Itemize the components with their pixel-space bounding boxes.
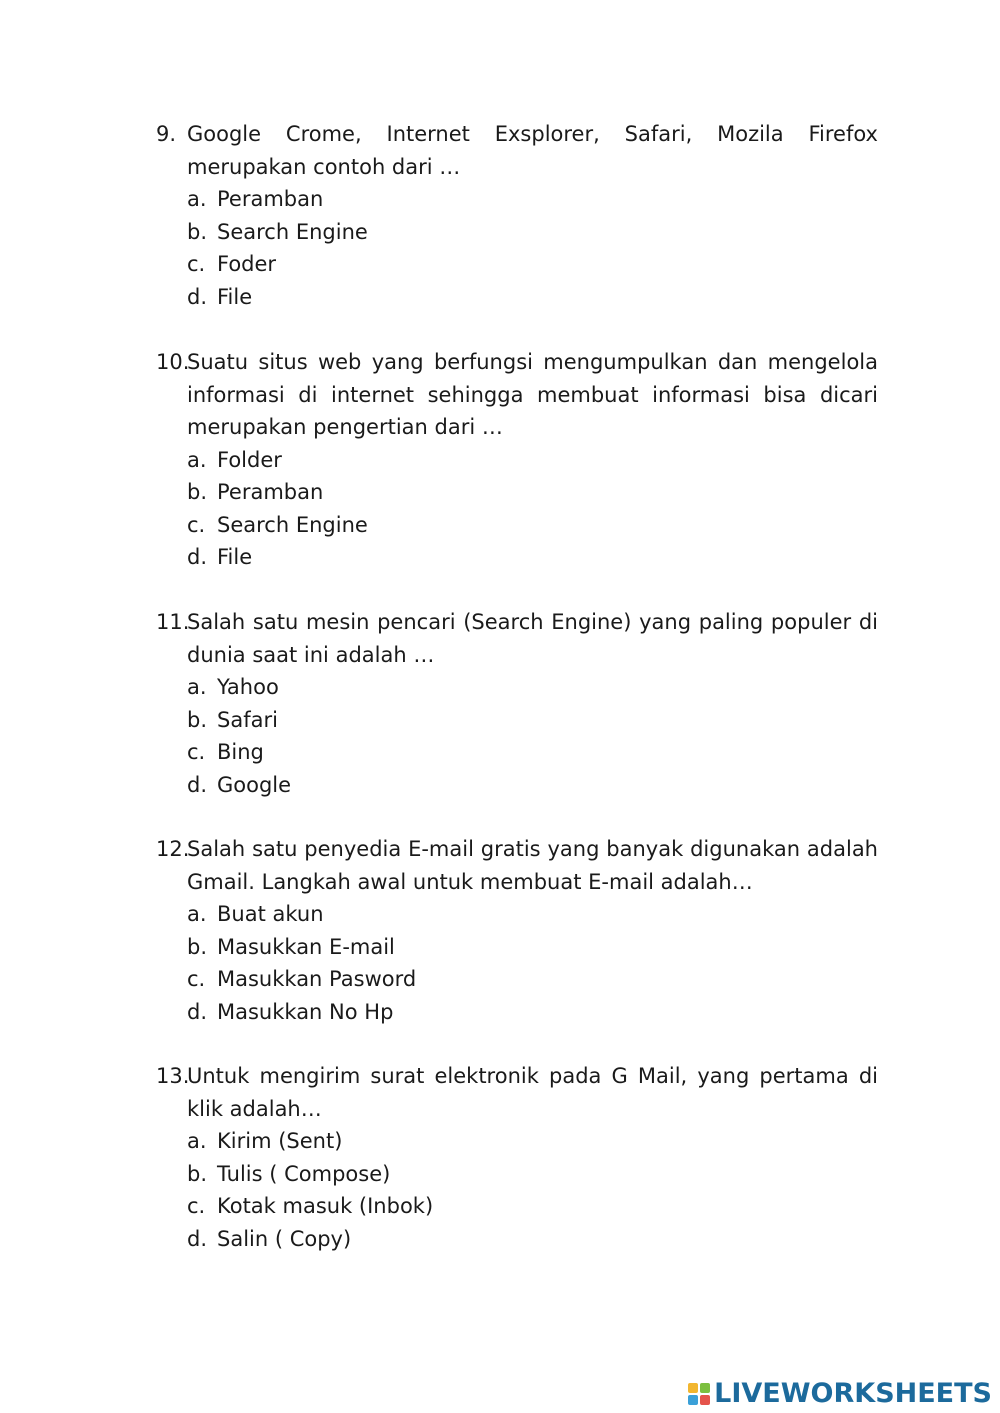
option-text: Peramban: [217, 480, 324, 504]
option-c[interactable]: [187, 736, 878, 769]
option-text: File: [217, 284, 253, 309]
option-text: File: [217, 545, 253, 569]
logo-cell: [700, 1395, 710, 1405]
option-letter: a.: [187, 447, 207, 472]
option-letter: d.: [187, 772, 208, 797]
option-b[interactable]: [187, 216, 878, 249]
option-letter: a.: [187, 1129, 207, 1153]
option-letter: b.: [187, 1161, 208, 1186]
option-letter: b.: [187, 219, 208, 244]
option-text: Safari: [217, 707, 278, 732]
option-c[interactable]: [187, 509, 878, 542]
option-text: Search Engine: [217, 219, 368, 244]
option-letter: b.: [187, 707, 208, 732]
option-letter: c.: [187, 967, 206, 991]
question-number: 9.: [156, 122, 177, 146]
option-text: Peramban: [217, 187, 324, 211]
option-text: Tulis ( Compose): [217, 1161, 391, 1186]
option-letter: d.: [187, 1226, 208, 1251]
question-9: [156, 118, 878, 313]
option-d[interactable]: [187, 1223, 878, 1256]
option-text: Foder: [217, 252, 277, 276]
question-text: Google Crome, Internet Exsplorer, Safari, Mozila Firefox merupakan contoh dari …: [187, 122, 878, 179]
option-c[interactable]: [187, 1190, 878, 1223]
option-letter: c.: [187, 740, 206, 764]
option-letter: d.: [187, 284, 208, 309]
option-letter: d.: [187, 545, 208, 569]
option-c[interactable]: [187, 963, 878, 996]
option-letter: c.: [187, 1194, 206, 1218]
question-10: [156, 346, 878, 574]
logo-icon: [688, 1383, 710, 1405]
option-text: Google: [217, 772, 292, 797]
option-d[interactable]: [187, 281, 878, 314]
question-number: 10.: [156, 350, 190, 374]
question-12: [156, 833, 878, 1028]
option-text: Folder: [217, 447, 282, 472]
option-text: Search Engine: [217, 512, 368, 537]
option-a[interactable]: [187, 1125, 878, 1158]
option-letter: c.: [187, 252, 206, 276]
question-number: 11.: [156, 610, 190, 634]
question-text: Untuk mengirim surat elektronik pada G Mail, yang pertama di klik adalah…: [187, 1064, 878, 1121]
option-text: Masukkan Pasword: [217, 967, 417, 991]
option-c[interactable]: [187, 248, 878, 281]
option-text: Yahoo: [217, 675, 279, 699]
option-b[interactable]: [187, 1158, 878, 1191]
brand-name: LIVEWORKSHEETS: [714, 1378, 992, 1409]
logo-cell: [688, 1383, 698, 1393]
option-letter: a.: [187, 187, 207, 211]
option-d[interactable]: [187, 541, 878, 574]
logo-cell: [688, 1395, 698, 1405]
option-b[interactable]: [187, 931, 878, 964]
option-letter: a.: [187, 675, 207, 699]
option-text: Kotak masuk (Inbok): [217, 1194, 434, 1218]
option-letter: b.: [187, 934, 208, 959]
option-letter: c.: [187, 512, 206, 537]
option-text: Masukkan E-mail: [217, 934, 395, 959]
option-d[interactable]: [187, 769, 878, 802]
liveworksheets-logo[interactable]: [688, 1378, 992, 1409]
option-text: Kirim (Sent): [217, 1129, 343, 1153]
question-13: [156, 1060, 878, 1255]
option-a[interactable]: [187, 898, 878, 931]
option-text: Salin ( Copy): [217, 1226, 352, 1251]
option-a[interactable]: [187, 183, 878, 216]
option-d[interactable]: [187, 996, 878, 1029]
option-b[interactable]: [187, 704, 878, 737]
option-b[interactable]: [187, 476, 878, 509]
option-letter: a.: [187, 902, 207, 926]
question-number: 13.: [156, 1064, 190, 1088]
option-a[interactable]: [187, 671, 878, 704]
option-letter: d.: [187, 999, 208, 1024]
option-text: Bing: [217, 740, 264, 764]
question-number: 12.: [156, 837, 190, 861]
option-a[interactable]: [187, 444, 878, 477]
question-11: [156, 606, 878, 801]
question-text: Salah satu mesin pencari (Search Engine) yang paling populer di dunia saat ini adalah …: [187, 610, 878, 667]
question-text: Suatu situs web yang berfungsi mengumpulkan dan mengelola informasi di internet sehingga membuat informasi bisa dicari merupakan pengertian dari …: [187, 350, 878, 439]
option-text: Buat akun: [217, 902, 324, 926]
option-text: Masukkan No Hp: [217, 999, 394, 1024]
logo-cell: [700, 1383, 710, 1393]
option-letter: b.: [187, 480, 208, 504]
question-text: Salah satu penyedia E-mail gratis yang banyak digunakan adalah Gmail. Langkah awal untuk membuat E-mail adalah…: [187, 837, 878, 894]
